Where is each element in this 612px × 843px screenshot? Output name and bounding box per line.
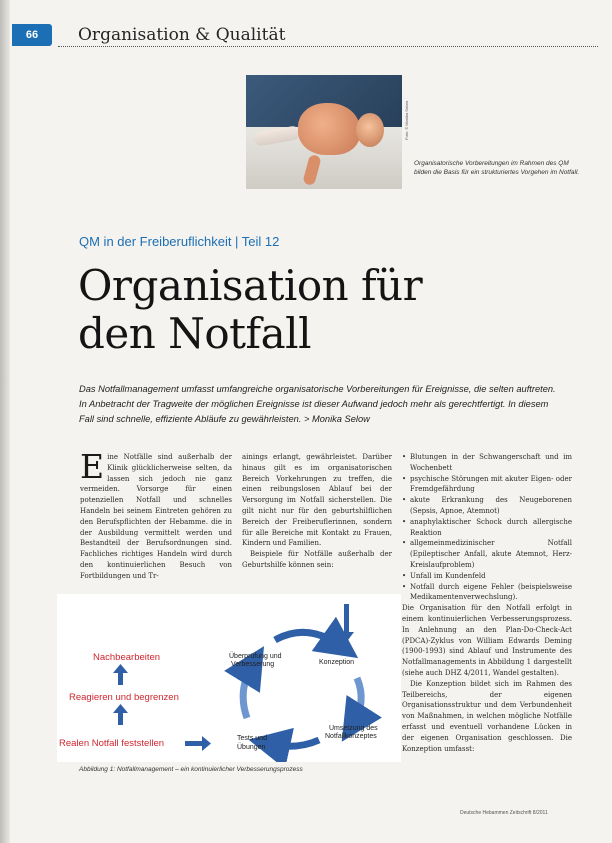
label-konzeption: Konzeption (319, 659, 355, 666)
up-arrow-2 (113, 664, 128, 685)
figure-caption: Abbildung 1: Notfallmanagement – ein kontinuierlicher Verbesserungsprozess (79, 766, 303, 773)
page-number: 66 (12, 24, 52, 46)
article-photo (246, 75, 402, 189)
list-item: • Unfall im Kundenfeld (410, 571, 572, 582)
column-3-paragraph-2: Die Konzeption bildet sich im Rahmen des Teilbereichs, der eigenen Organisationsstruktur und dem Verbundenheit von Maßnahmen, in welchen mögliche Notfälle erfasst und eventuell vorhandene Lücken in der eigenen Organisation geschlossen. Die Konzeption umfasst: (402, 679, 572, 753)
list-item: • Blutungen in der Schwangerschaft und im Wochenbett (410, 452, 572, 474)
list-item: • Notfall durch eigene Fehler (beispielsweise Medikamentenverwechslung). (410, 582, 572, 604)
list-item: • anaphylaktischer Schock durch allergische Reaktion (410, 517, 572, 539)
photo-baby-body (298, 103, 360, 155)
figure-1-diagram (57, 594, 401, 762)
page-footer: Deutsche Hebammen Zeitschrift 8/2011 (460, 810, 548, 816)
up-arrow-1 (113, 704, 128, 725)
list-item: • psychische Störungen mit akuter Eigen- oder Fremdgefährdung (410, 474, 572, 496)
label-tests-line-1: Tests und (237, 735, 267, 742)
label-ueberpruefung-line-2: Verbesserung (231, 661, 275, 668)
label-umsetzung-line-2: Notfallkonzeptes (325, 733, 377, 740)
column-2-paragraph-1: ainings erlangt, gewährleistet. Darüber hinaus gilt es im organisatorischen Bereich Vorkehrungen zu treffen, die einen reibungslosen Ablauf bei der Versorgung im Notfall sicherstellen. Die gilt nicht nur für den geburtshilflichen Bereich der Freiberuflerinnen, sondern für alle Bereiche mit Kontakt zu Frauen, Kindern und Familien. (242, 453, 392, 548)
section-title: Organisation & Qualität (78, 25, 286, 45)
header-divider (58, 46, 598, 47)
label-notfall-feststellen: Realen Notfall feststellen (59, 738, 165, 749)
article-kicker: QM in der Freiberuflichkeit | Teil 12 (79, 234, 280, 249)
arrow-from-top (339, 604, 354, 642)
list-item: • allgemeinmedizinischer Notfall (Epileptischer Anfall, akute Atemnot, Herz-Kreislaufproblem) (410, 538, 572, 570)
label-nachbearbeiten: Nachbearbeiten (93, 652, 161, 663)
emergency-examples-list (402, 452, 572, 603)
column-3-paragraph-1: Die Organisation für den Notfall erfolgt in einem kontinuierlichen Verbesserungsprozess. In Anlehnung an den Plan-Do-Check-Act (PDCA)-Zyklus von William Edwards Deming (1900-1993) sind Ablauf und Instrumente des Notfallmanagements in Abbildung 1 dargestellt (siehe auch DHZ 4/2011, Wandel gestalten). (402, 604, 572, 677)
article-title-line-2: den Notfall (78, 309, 312, 358)
arrow-to-cycle (185, 736, 211, 751)
text-column-1 (80, 447, 232, 582)
text-column-2 (242, 452, 392, 571)
text-column-3 (402, 452, 572, 754)
photo-credit: Foto: © Monika Selow (404, 100, 409, 140)
label-tests-line-2: Übungen (237, 744, 266, 751)
article-lead: Das Notfallmanagement umfasst umfangreiche organisatorische Vorbereitungen für Ereignisse, die selten auftreten. In Anbetracht der Tragweite der möglichen Ereignisse ist dieser Aufwand jedoch mehr als gerechtfertigt. In diesem Fall sind schnelle, effiziente Abläufe zu gewährleisten. > Monika Selow (79, 384, 556, 424)
label-ueberpruefung-line-1: Überprüfung und (229, 653, 282, 660)
label-reagieren-begrenzen: Reagieren und begrenzen (69, 692, 179, 703)
drop-cap: E (80, 447, 105, 486)
photo-caption: Organisatorische Vorbereitungen im Rahmen des QM bilden die Basis für ein strukturiertes Vorgehen im Notfall. (414, 160, 580, 176)
list-item: • akute Erkrankung des Neugeborenen (Sepsis, Apnoe, Atemnot) (410, 495, 572, 517)
column-1-text: ine Notfälle sind außerhalb der Klinik glücklicherweise selten, da lassen sich jedoch nie ganz vermeiden. Vorsorge für einen potenziellen Notfall und schnelles Handeln bei seinem Eintreten gehören zu den Berufspflichten der Hebamme. die in der Ausbildung vermittelt werden und Bestandteil der Berufsordnungen sind. Fachliches richtiges Handeln wird durch den kontinuierlichen Besuch von Fortbildungen und Tr- (80, 453, 232, 580)
page-spine (0, 0, 10, 843)
column-2-paragraph-2: Beispiele für Notfälle außerhalb der Geburtshilfe können sein: (242, 550, 392, 569)
photo-baby-head (356, 113, 384, 147)
label-umsetzung-line-1: Umsetzung des (329, 725, 378, 732)
article-title-line-1: Organisation für (78, 261, 423, 310)
pdca-cycle-diagram (57, 594, 401, 762)
article-title (78, 262, 578, 358)
